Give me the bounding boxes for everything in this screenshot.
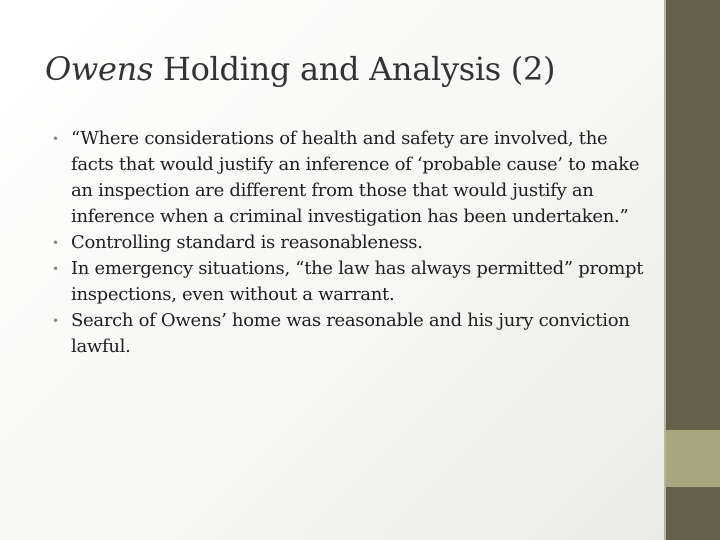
side-bar-accent — [666, 430, 720, 487]
bullet-text: Search of Owens’ home was reasonable and his jury conviction lawful. — [71, 310, 630, 357]
title-rest: Holding and Analysis (2) — [153, 50, 556, 88]
bullet-item — [52, 230, 644, 256]
bullet-dot-icon: • — [52, 236, 59, 250]
bullet-item — [52, 256, 644, 308]
bullet-list — [52, 126, 644, 360]
bullet-dot-icon: • — [52, 262, 59, 276]
bullet-item — [52, 308, 644, 360]
title-case-name: Owens — [45, 50, 154, 88]
slide-title — [45, 50, 655, 88]
bullet-text: Controlling standard is reasonableness. — [71, 232, 423, 253]
bullet-item — [52, 126, 644, 230]
bullet-dot-icon: • — [52, 314, 59, 328]
bullet-text: In emergency situations, “the law has always permitted” prompt inspections, even without a warrant. — [71, 258, 644, 305]
bullet-dot-icon: • — [52, 132, 59, 146]
bullet-text: “Where considerations of health and safety are involved, the facts that would justify an inference of ‘probable cause’ to make an inspection are different from those that would justify an inference when a criminal investigation has been undertaken.” — [71, 128, 640, 227]
